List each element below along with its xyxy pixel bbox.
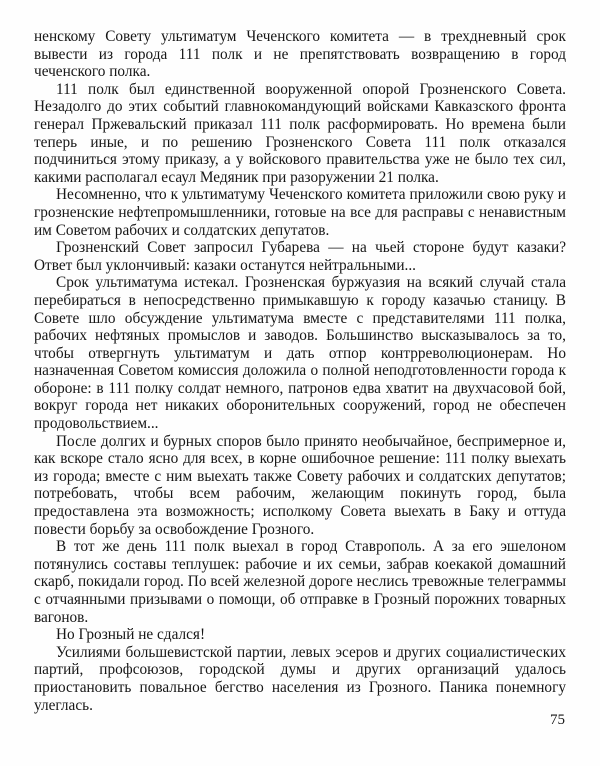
page-number: 75: [550, 712, 565, 728]
paragraph: 111 полк был единственной вооруженной опорой Грозненского Совета. Незадолго до этих событий главнокомандующий войсками Кавказского фронта генерал Пржевальский приказал 111 полк расформировать. Но времена были теперь иные, и по решению Грозненского Совета 111 полк отказался подчиниться этому приказу, а у войскового правительства уже не было тех сил, какими располагал есаул Медяник при разоружении 21 полка.: [34, 80, 566, 186]
paragraph: Срок ультиматума истекал. Грозненская буржуазия на всякий случай стала перебираться в непосредственно примыкавшую к городу казачью станицу. В Совете шло обсуждение ультиматума вместе с представителями 111 полка, рабочих нефтяных промыслов и заводов. Большинство высказывалось за то, чтобы отвергнуть ультиматум и дать отпор контрреволюционерам. Но назначенная Советом комиссия доложила о полной неподготовленности города к обороне: в 111 полку солдат немного, патронов едва хватит на двухчасовой бой, вокруг города нет никаких оборонительных сооружений, город не обеспечен продовольствием...: [34, 274, 566, 433]
paragraph: Грозненский Совет запросил Губарева — на чьей стороне будут казаки? Ответ был уклончивый: казаки останутся нейтральными...: [34, 239, 566, 274]
paragraph: Несомненно, что к ультиматуму Чеченского комитета приложили свою руку и грозненские нефтепромышленники, готовые на все для расправы с ненавистным им Советом рабочих и солдатских депутатов.: [34, 186, 566, 239]
paragraph: Но Грозный не сдался!: [56, 626, 206, 644]
paragraph: ненскому Совету ультиматум Чеченского комитета — в трехдневный срок вывести из города 111 полк и не препятствовать возвращению в город чеченского полка.: [34, 28, 566, 81]
paragraph: После долгих и бурных споров было принято необычайное, беспримерное и, как вскоре стало ясно для всех, в корне ошибочное решение: 111 полку выехать из города; вместе с ним выехать также Совету рабочих и солдатских депутатов; потребовать, чтобы всем рабочим, желающим покинуть город, была предоставлена эта возможность; исполкому Совета выехать в Баку и оттуда повести борьбу за освобождение Грозного.: [34, 432, 566, 538]
paragraph: Усилиями большевистской партии, левых эсеров и других социалистических партий, профсоюзов, городской думы и других организаций удалось приостановить повальное бегство населения из Грозного. Паника понемногу улеглась.: [34, 643, 566, 714]
body-text: [34, 28, 566, 714]
paragraph: В тот же день 111 полк выехал в город Ставрополь. А за его эшелоном потянулись составы теплушек: рабочие и их семьи, забрав коекакой домашний скарб, покидали город. По всей железной дороге неслись тревожные телеграммы с отчаянными призывами о помощи, об отправке в Грозный порожних товарных вагонов.: [34, 538, 566, 626]
